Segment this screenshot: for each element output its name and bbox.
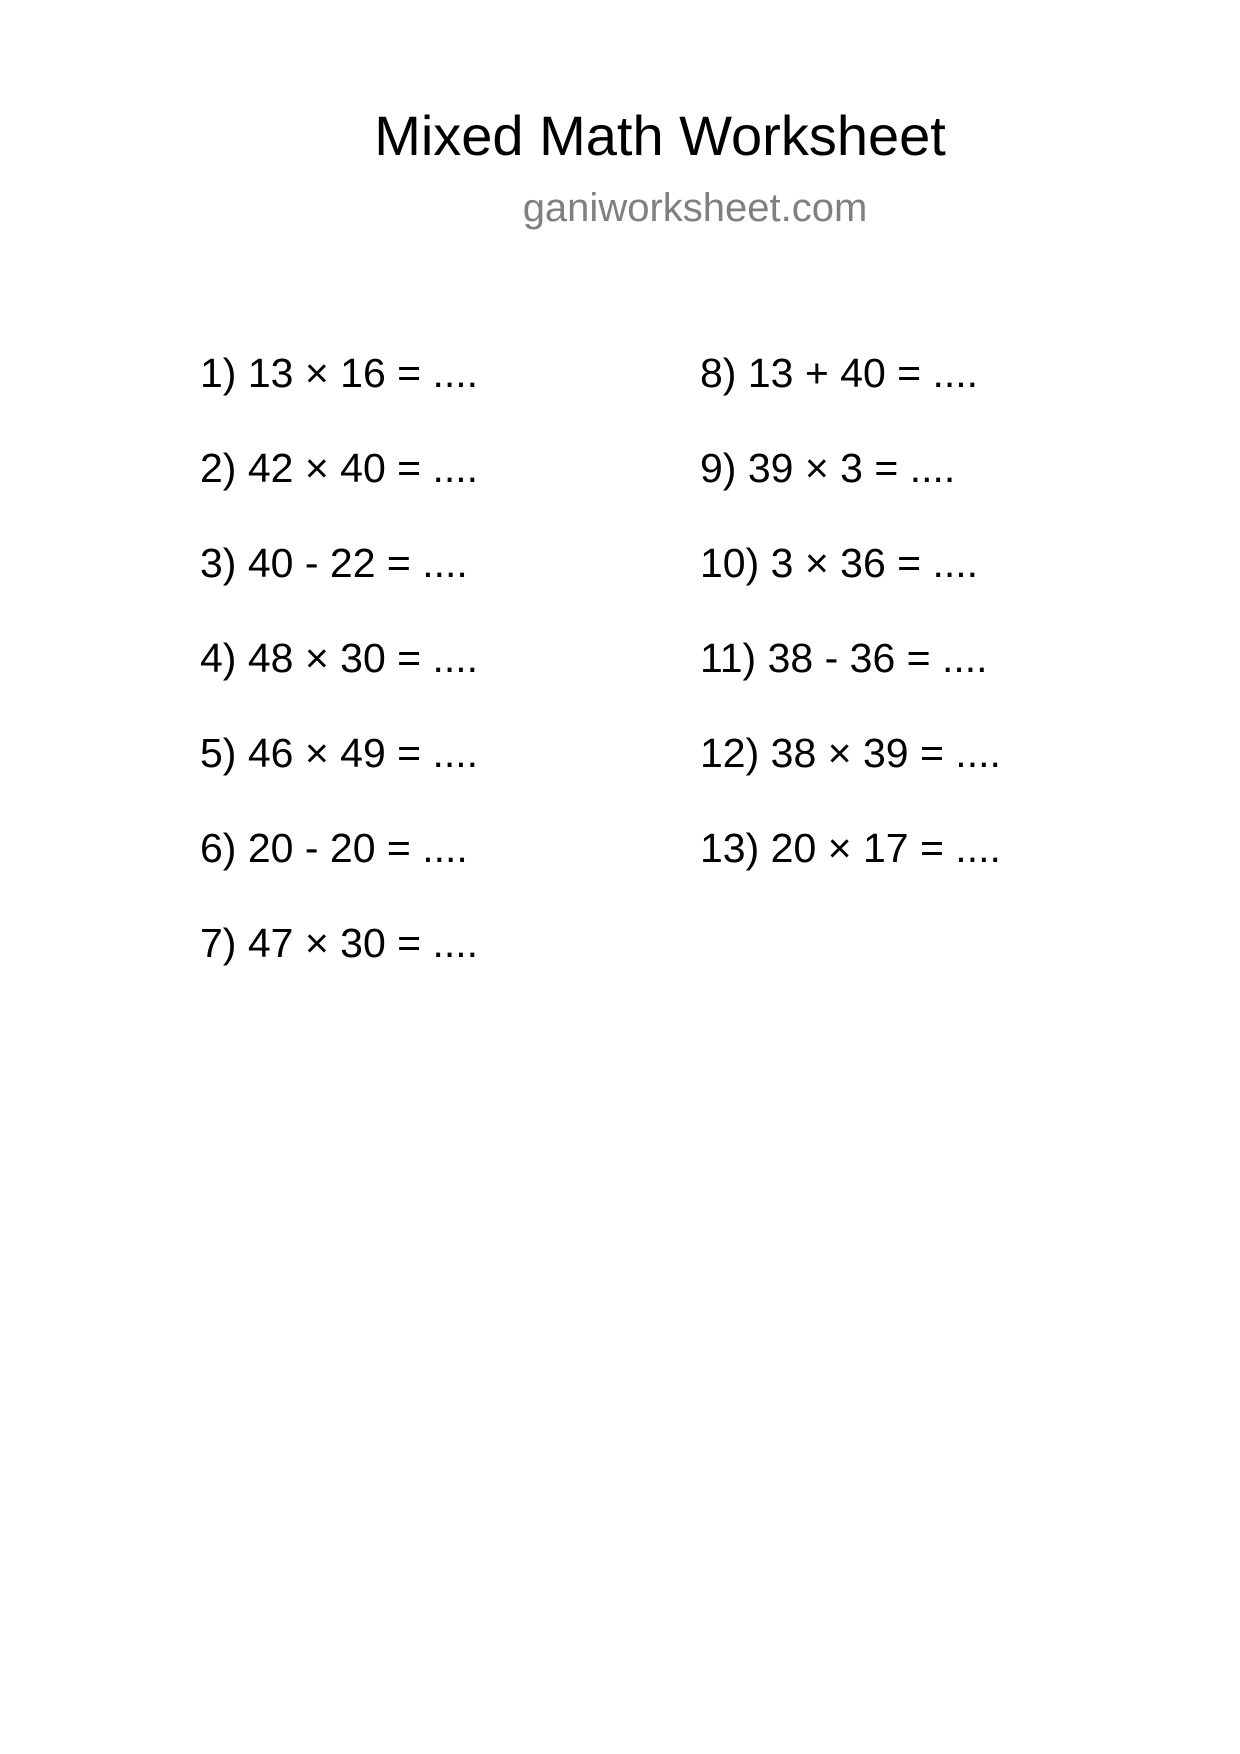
problem-item: 11) 38 - 36 = .... (700, 635, 988, 681)
problem-item: 12) 38 × 39 = .... (700, 730, 1001, 776)
problem-item: 3) 40 - 22 = .... (200, 540, 468, 586)
problem-item: 5) 46 × 49 = .... (200, 730, 479, 776)
problem-column-right (700, 347, 1001, 917)
problem-item: 6) 20 - 20 = .... (200, 825, 468, 871)
page-title: Mixed Math Worksheet (374, 104, 946, 167)
problem-item: 4) 48 × 30 = .... (200, 635, 479, 681)
problem-item: 8) 13 + 40 = .... (700, 350, 979, 396)
problem-item: 7) 47 × 30 = .... (200, 920, 479, 966)
problem-item: 1) 13 × 16 = .... (200, 350, 479, 396)
problem-item: 2) 42 × 40 = .... (200, 445, 479, 491)
problem-item: 10) 3 × 36 = .... (700, 540, 979, 586)
problem-item: 13) 20 × 17 = .... (700, 825, 1001, 871)
problem-item: 9) 39 × 3 = .... (700, 445, 956, 491)
site-url: ganiworksheet.com (522, 186, 868, 230)
problem-column-left (200, 347, 478, 1012)
